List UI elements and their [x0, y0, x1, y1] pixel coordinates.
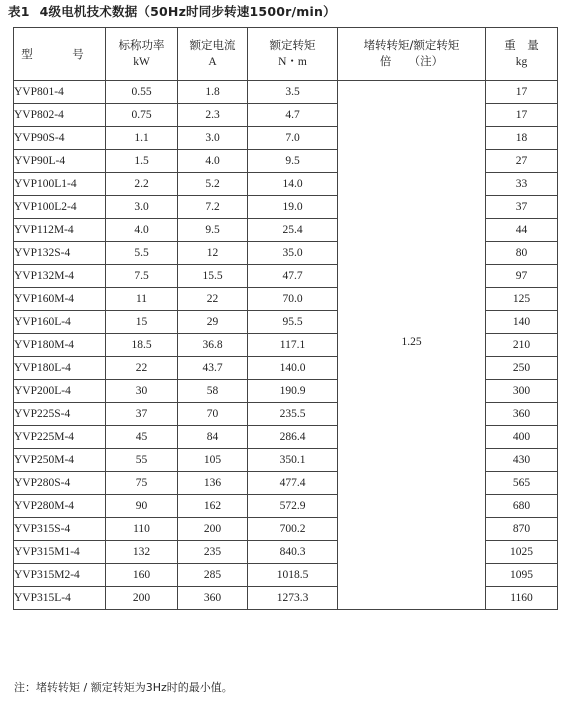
cell-torque: 9.5 [248, 150, 338, 173]
cell-power: 90 [106, 495, 178, 518]
cell-weight: 1095 [486, 564, 558, 587]
cell-current: 12 [178, 242, 248, 265]
cell-model: YVP315S-4 [14, 518, 106, 541]
cell-power: 22 [106, 357, 178, 380]
table-row [14, 81, 558, 104]
cell-current: 15.5 [178, 265, 248, 288]
header-weight: 重 量 kg [486, 28, 558, 81]
cell-current: 4.0 [178, 150, 248, 173]
cell-weight: 870 [486, 518, 558, 541]
cell-torque: 117.1 [248, 334, 338, 357]
cell-power: 160 [106, 564, 178, 587]
header-row [14, 28, 558, 81]
cell-torque: 3.5 [248, 81, 338, 104]
cell-model: YVP160L-4 [14, 311, 106, 334]
cell-torque: 35.0 [248, 242, 338, 265]
cell-model: YVP225M-4 [14, 426, 106, 449]
cell-torque: 700.2 [248, 518, 338, 541]
cell-current: 84 [178, 426, 248, 449]
cell-power: 75 [106, 472, 178, 495]
cell-current: 105 [178, 449, 248, 472]
cell-model: YVP100L1-4 [14, 173, 106, 196]
cell-power: 55 [106, 449, 178, 472]
cell-current: 29 [178, 311, 248, 334]
cell-power: 200 [106, 587, 178, 610]
cell-model: YVP250M-4 [14, 449, 106, 472]
cell-weight: 140 [486, 311, 558, 334]
cell-power: 1.1 [106, 127, 178, 150]
cell-torque: 1018.5 [248, 564, 338, 587]
cell-torque: 4.7 [248, 104, 338, 127]
cell-current: 235 [178, 541, 248, 564]
cell-torque: 840.3 [248, 541, 338, 564]
cell-power: 4.0 [106, 219, 178, 242]
cell-current: 200 [178, 518, 248, 541]
cell-torque: 477.4 [248, 472, 338, 495]
cell-weight: 1160 [486, 587, 558, 610]
cell-torque: 572.9 [248, 495, 338, 518]
cell-model: YVP132S-4 [14, 242, 106, 265]
cell-weight: 400 [486, 426, 558, 449]
table-number: 表1 [8, 4, 30, 19]
cell-weight: 210 [486, 334, 558, 357]
cell-weight: 360 [486, 403, 558, 426]
cell-power: 0.75 [106, 104, 178, 127]
cell-torque: 14.0 [248, 173, 338, 196]
cell-weight: 250 [486, 357, 558, 380]
cell-model: YVP180L-4 [14, 357, 106, 380]
cell-model: YVP100L2-4 [14, 196, 106, 219]
cell-torque: 1273.3 [248, 587, 338, 610]
cell-weight: 17 [486, 81, 558, 104]
cell-model: YVP315L-4 [14, 587, 106, 610]
cell-current: 3.0 [178, 127, 248, 150]
header-current: 额定电流 A [178, 28, 248, 81]
cell-current: 7.2 [178, 196, 248, 219]
cell-current: 70 [178, 403, 248, 426]
header-model: 型 号 [14, 28, 106, 81]
cell-torque: 286.4 [248, 426, 338, 449]
cell-weight: 27 [486, 150, 558, 173]
cell-power: 1.5 [106, 150, 178, 173]
cell-current: 22 [178, 288, 248, 311]
cell-power: 37 [106, 403, 178, 426]
cell-model: YVP802-4 [14, 104, 106, 127]
cell-model: YVP160M-4 [14, 288, 106, 311]
cell-model: YVP280S-4 [14, 472, 106, 495]
cell-model: YVP225S-4 [14, 403, 106, 426]
table-caption [8, 2, 336, 20]
table-title: 4级电机技术数据（50Hz时同步转速1500r/min） [39, 4, 336, 19]
cell-torque: 140.0 [248, 357, 338, 380]
cell-torque: 25.4 [248, 219, 338, 242]
cell-weight: 565 [486, 472, 558, 495]
cell-power: 2.2 [106, 173, 178, 196]
cell-torque: 7.0 [248, 127, 338, 150]
cell-torque: 190.9 [248, 380, 338, 403]
cell-torque: 350.1 [248, 449, 338, 472]
cell-model: YVP132M-4 [14, 265, 106, 288]
cell-locked-torque-ratio: 1.25 [338, 81, 486, 610]
cell-model: YVP280M-4 [14, 495, 106, 518]
cell-current: 136 [178, 472, 248, 495]
cell-model: YVP315M2-4 [14, 564, 106, 587]
cell-weight: 97 [486, 265, 558, 288]
cell-model: YVP200L-4 [14, 380, 106, 403]
cell-weight: 33 [486, 173, 558, 196]
cell-weight: 125 [486, 288, 558, 311]
cell-model: YVP315M1-4 [14, 541, 106, 564]
cell-power: 30 [106, 380, 178, 403]
cell-power: 7.5 [106, 265, 178, 288]
cell-weight: 80 [486, 242, 558, 265]
cell-torque: 47.7 [248, 265, 338, 288]
motor-spec-table [13, 27, 558, 610]
cell-model: YVP180M-4 [14, 334, 106, 357]
cell-power: 15 [106, 311, 178, 334]
cell-power: 11 [106, 288, 178, 311]
cell-current: 360 [178, 587, 248, 610]
cell-weight: 680 [486, 495, 558, 518]
cell-current: 162 [178, 495, 248, 518]
cell-model: YVP90L-4 [14, 150, 106, 173]
cell-power: 132 [106, 541, 178, 564]
table-footnote: 注：堵转转矩 / 额定转矩为3Hz时的最小值。 [14, 681, 233, 694]
header-locked-ratio: 堵转转矩/额定转矩 倍 （注） [338, 28, 486, 81]
cell-current: 9.5 [178, 219, 248, 242]
cell-weight: 17 [486, 104, 558, 127]
cell-power: 3.0 [106, 196, 178, 219]
cell-current: 5.2 [178, 173, 248, 196]
cell-power: 18.5 [106, 334, 178, 357]
cell-current: 43.7 [178, 357, 248, 380]
header-power: 标称功率 kW [106, 28, 178, 81]
cell-weight: 37 [486, 196, 558, 219]
cell-torque: 235.5 [248, 403, 338, 426]
cell-torque: 19.0 [248, 196, 338, 219]
cell-model: YVP801-4 [14, 81, 106, 104]
cell-torque: 70.0 [248, 288, 338, 311]
cell-power: 110 [106, 518, 178, 541]
cell-current: 2.3 [178, 104, 248, 127]
cell-weight: 430 [486, 449, 558, 472]
cell-current: 58 [178, 380, 248, 403]
cell-weight: 18 [486, 127, 558, 150]
cell-torque: 95.5 [248, 311, 338, 334]
cell-power: 45 [106, 426, 178, 449]
cell-current: 1.8 [178, 81, 248, 104]
cell-current: 285 [178, 564, 248, 587]
cell-model: YVP90S-4 [14, 127, 106, 150]
cell-power: 0.55 [106, 81, 178, 104]
cell-weight: 300 [486, 380, 558, 403]
cell-weight: 1025 [486, 541, 558, 564]
header-torque: 额定转矩 N・m [248, 28, 338, 81]
cell-power: 5.5 [106, 242, 178, 265]
cell-current: 36.8 [178, 334, 248, 357]
cell-weight: 44 [486, 219, 558, 242]
cell-model: YVP112M-4 [14, 219, 106, 242]
